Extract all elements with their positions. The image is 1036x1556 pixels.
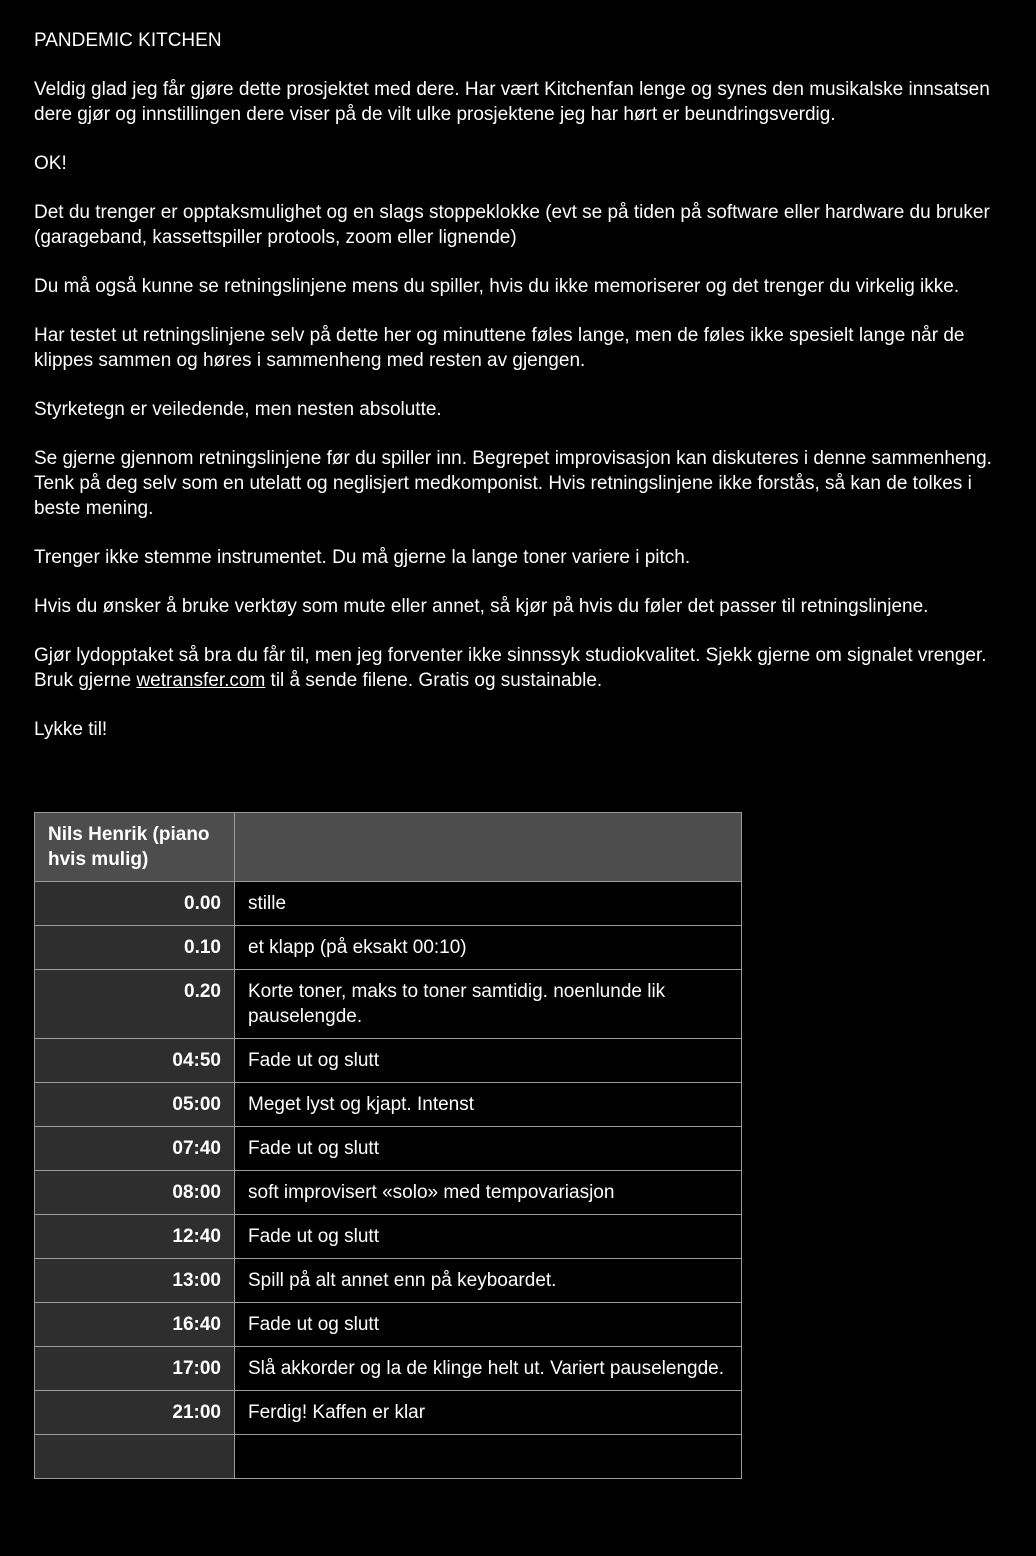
time-cell: 12:40 [35,1215,235,1259]
wetransfer-link[interactable]: wetransfer.com [136,670,266,691]
paragraph: Du må også kunne se retningslinjene mens du spiller, hvis du ikke memoriserer og det trenger du virkelig ikke. [34,276,960,297]
paragraph: Trenger ikke stemme instrumentet. Du må gjerne la lange toner variere i pitch. [34,547,691,568]
table-header-title: Nils Henrik (piano hvis mulig) [35,813,235,882]
table-header-empty [235,813,742,882]
closing-text: Lykke til! [34,719,108,740]
table-row [35,1259,742,1303]
paragraph-with-link [34,643,1000,693]
table-row [35,882,742,926]
paragraph-text-after-link: til å sende filene. Gratis og sustainable. [265,670,603,691]
description-cell: Slå akkorder og la de klinge helt ut. Variert pauselengde. [235,1347,742,1391]
paragraph-text-before-link: Gjør lydopptaket så bra du får til, men jeg forventer ikke sinnssyk studiokvalitet. Sjekk gjerne om signalet vrenger. Bruk gjerne [34,645,987,691]
description-cell: Spill på alt annet enn på keyboardet. [235,1259,742,1303]
description-cell: soft improvisert «solo» med tempovariasjon [235,1171,742,1215]
description-cell: stille [235,882,742,926]
description-cell: Fade ut og slutt [235,1303,742,1347]
time-cell: 0.00 [35,882,235,926]
table-row [35,1215,742,1259]
table-row-empty [35,1435,742,1479]
table-row [35,1391,742,1435]
description-cell: Fade ut og slutt [235,1215,742,1259]
time-cell: 17:00 [35,1347,235,1391]
description-cell: Ferdig! Kaffen er klar [235,1391,742,1435]
paragraph: Styrketegn er veiledende, men nesten absolutte. [34,399,442,420]
time-cell: 13:00 [35,1259,235,1303]
table-row [35,1347,742,1391]
paragraph: OK! [34,153,67,174]
time-cell: 08:00 [35,1171,235,1215]
time-cell: 05:00 [35,1083,235,1127]
table-row [35,970,742,1039]
description-cell: et klapp (på eksakt 00:10) [235,926,742,970]
table-row [35,1171,742,1215]
table-header-row [35,813,742,882]
paragraph: Veldig glad jeg får gjøre dette prosjektet med dere. Har vært Kitchenfan lenge og synes den musikalske innsatsen dere gjør og innstillingen dere viser på de vilt ulke prosjektene jeg har hørt er beundringsverdig. [34,79,990,125]
time-cell: 16:40 [35,1303,235,1347]
time-cell: 04:50 [35,1039,235,1083]
time-cell [35,1435,235,1479]
paragraph: Har testet ut retningslinjene selv på dette her og minuttene føles lange, men de føles ikke spesielt lange når de klippes sammen og høres i sammenheng med resten av gjengen. [34,325,965,371]
time-cell: 0.10 [35,926,235,970]
time-cell: 0.20 [35,970,235,1039]
description-cell: Fade ut og slutt [235,1039,742,1083]
page-title: PANDEMIC KITCHEN [34,30,222,51]
description-cell: Meget lyst og kjapt. Intenst [235,1083,742,1127]
schedule-table [34,812,742,1479]
time-cell: 21:00 [35,1391,235,1435]
table-row [35,1127,742,1171]
table-row [35,926,742,970]
table-row [35,1303,742,1347]
description-cell [235,1435,742,1479]
table-row [35,1039,742,1083]
paragraph: Det du trenger er opptaksmulighet og en slags stoppeklokke (evt se på tiden på software eller hardware du bruker (garageband, kassettspiller protools, zoom eller lignende) [34,202,990,248]
paragraph: Hvis du ønsker å bruke verktøy som mute eller annet, så kjør på hvis du føler det passer til retningslinjene. [34,596,929,617]
description-cell: Fade ut og slutt [235,1127,742,1171]
time-cell: 07:40 [35,1127,235,1171]
paragraph: Se gjerne gjennom retningslinjene før du spiller inn. Begrepet improvisasjon kan diskuteres i denne sammenheng. Tenk på deg selv som en utelatt og neglisjert medkomponist. Hvis retningslinjene ikke forstås, så kan de tolkes i beste mening. [34,448,992,519]
table-row [35,1083,742,1127]
description-cell: Korte toner, maks to toner samtidig. noenlunde lik pauselengde. [235,970,742,1039]
